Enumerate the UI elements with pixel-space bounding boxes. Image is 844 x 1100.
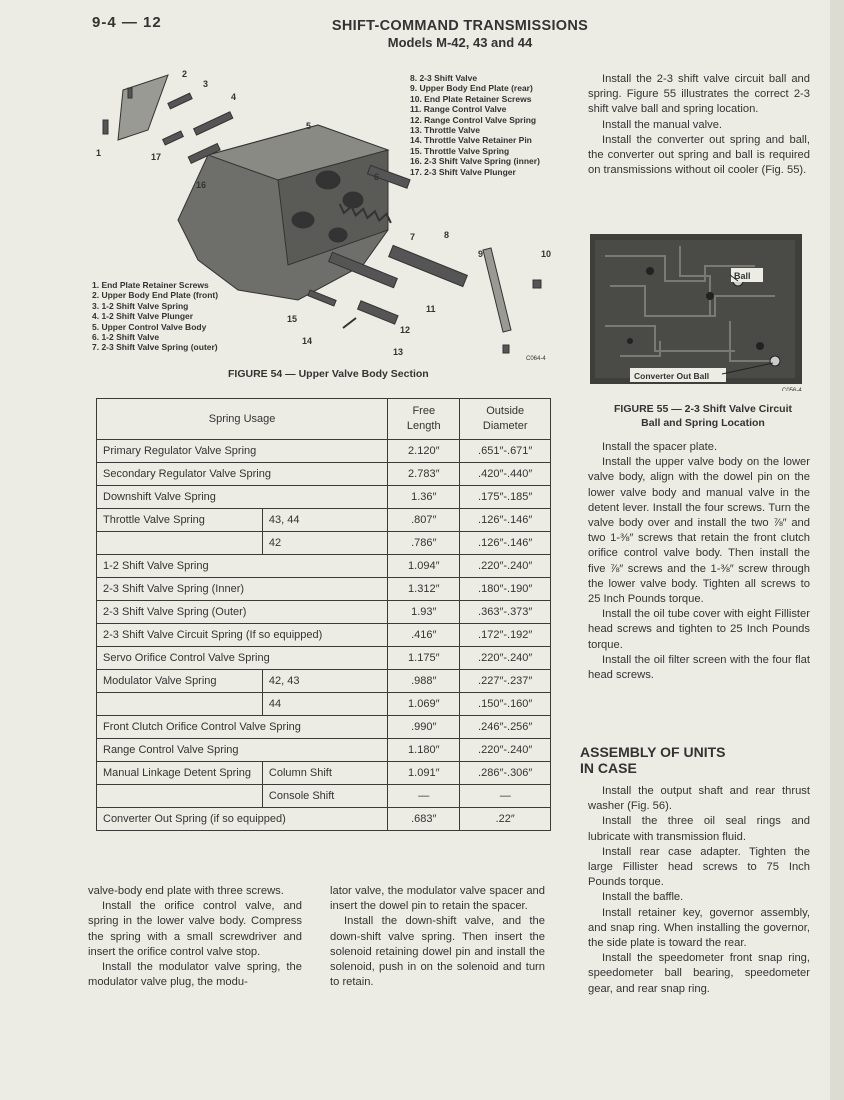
- free-length-cell: .683″: [388, 808, 460, 831]
- heading-line: ASSEMBLY OF UNITS: [580, 744, 726, 760]
- legend-item: 13. Throttle Valve: [410, 125, 480, 136]
- legend-item: 2. Upper Body End Plate (front): [92, 290, 219, 301]
- paragraph: Install the orifice control valve, and spring in the lower valve body. Compress the spring with a small screwdriver and insert the orifice control valve stop.: [88, 900, 302, 958]
- free-length-cell: 1.312″: [388, 578, 460, 601]
- legend-item: 5. Upper Control Valve Body: [92, 321, 207, 332]
- table-row: [97, 532, 551, 555]
- table-row: [97, 670, 551, 693]
- diameter-cell: —: [460, 785, 551, 808]
- header-subtitle: Models M-42, 43 and 44: [387, 35, 533, 50]
- usage-cell: 2-3 Shift Valve Spring (Outer): [97, 601, 388, 624]
- table-row: [97, 509, 551, 532]
- table-header-row: [97, 399, 551, 440]
- diameter-cell: .22″: [460, 808, 551, 831]
- table-row: [97, 785, 551, 808]
- free-length-cell: 2.120″: [388, 440, 460, 463]
- paragraph: Install the down-shift valve, and the down-shift valve spring. Then insert the solenoid retaining dowel pin and install the solenoid, push in on the solenoid and turn to retain.: [330, 915, 545, 989]
- usage-cell: 2-3 Shift Valve Circuit Spring (If so equipped): [97, 624, 388, 647]
- page-edge: [830, 0, 844, 1100]
- usage-cell: Secondary Regulator Valve Spring: [97, 463, 388, 486]
- paragraph: Install the oil tube cover with eight Fillister head screws and tighten to 25 Inch Pounds torque.: [588, 608, 810, 651]
- table-row: [97, 440, 551, 463]
- usage-cell: Modulator Valve Spring: [97, 670, 263, 693]
- right-column-top: [588, 72, 810, 178]
- fig54-callout: 2: [182, 69, 188, 79]
- diameter-cell: .420″-.440″: [460, 463, 551, 486]
- fig54-callout: 5: [306, 121, 312, 131]
- empty-cell: [97, 785, 263, 808]
- legend-item: 8. 2-3 Shift Valve: [410, 73, 478, 83]
- diameter-cell: .150″-.160″: [460, 693, 551, 716]
- legend-item: 6. 1-2 Shift Valve: [92, 332, 160, 343]
- bottom-column-2: [330, 884, 545, 990]
- paragraph: Install the baffle.: [602, 891, 684, 904]
- header-text: Diameter: [482, 420, 528, 432]
- legend-item: 15. Throttle Valve Spring: [410, 145, 510, 156]
- paragraph: valve-body end plate with three screws.: [88, 885, 284, 897]
- diameter-cell: .180″-.190″: [460, 578, 551, 601]
- free-length-cell: 2.783″: [388, 463, 460, 486]
- paragraph: Install the speedometer front snap ring, speedometer ball bearing, speedometer gear, and rear snap ring.: [588, 952, 810, 995]
- usage-cell: Servo Orifice Control Valve Spring: [97, 647, 388, 670]
- diameter-cell: .363″-.373″: [460, 601, 551, 624]
- table-row: [97, 762, 551, 785]
- free-length-cell: 1.091″: [388, 762, 460, 785]
- page-header: [300, 18, 620, 50]
- fig54-callout: 1: [96, 148, 102, 158]
- sub-cell: 43, 44: [262, 509, 387, 532]
- free-length-cell: .807″: [388, 509, 460, 532]
- fig55-code: C056-4: [782, 388, 802, 391]
- legend-item: 7. 2-3 Shift Valve Spring (outer): [92, 342, 218, 353]
- header-free-length: [388, 399, 460, 440]
- section-heading-assembly: [580, 744, 725, 776]
- header-text: Free: [412, 405, 436, 417]
- fig54-callout: 12: [400, 325, 411, 335]
- free-length-cell: 1.069″: [388, 693, 460, 716]
- paragraph: Install the upper valve body on the lower valve body, align with the dowel pin on the lower valve body and manual valve in the detent lever. Install the four screws. Turn the valve body over and install the two ⅞″ and two 1-⅜″ screws that retain the front clutch orifice control valve body. Then install the five ⅞″ screws and the 1-⅜″ screw through the lower valve body. Tighten all screws to 25 Inch Pounds torque.: [588, 456, 810, 606]
- right-column-bottom: [588, 784, 810, 997]
- free-length-cell: 1.094″: [388, 555, 460, 578]
- diameter-cell: .286″-.306″: [460, 762, 551, 785]
- header-title: SHIFT-COMMAND TRANSMISSIONS: [331, 18, 589, 34]
- fig54-legend-right: [410, 73, 540, 177]
- fig55-label-ball: Ball: [734, 271, 751, 281]
- legend-item: 14. Throttle Valve Retainer Pin: [410, 135, 532, 146]
- fig54-callout: 8: [444, 230, 450, 240]
- free-length-cell: 1.93″: [388, 601, 460, 624]
- usage-cell: Manual Linkage Detent Spring: [97, 762, 263, 785]
- table-row: [97, 693, 551, 716]
- figure54-caption: FIGURE 54 — Upper Valve Body Section: [228, 368, 429, 380]
- paragraph: lator valve, the modulator valve spacer and insert the dowel pin to retain the spacer.: [330, 885, 545, 913]
- sub-cell: 42, 43: [262, 670, 387, 693]
- bottom-column-1: [88, 884, 302, 990]
- figure55-valve-body-photo: [590, 226, 808, 391]
- diameter-cell: .246″-.256″: [460, 716, 551, 739]
- usage-cell: Converter Out Spring (if so equipped): [97, 808, 388, 831]
- table-row: [97, 555, 551, 578]
- usage-cell: 2-3 Shift Valve Spring (Inner): [97, 578, 388, 601]
- paragraph: Install the three oil seal rings and lubricate with transmission fluid.: [588, 815, 810, 843]
- fig54-callout: 7: [410, 232, 416, 242]
- usage-cell: Downshift Valve Spring: [97, 486, 388, 509]
- spring-spec-table: [96, 398, 551, 831]
- diameter-cell: .651″-.671″: [460, 440, 551, 463]
- legend-item: 17. 2-3 Shift Valve Plunger: [410, 166, 516, 177]
- table-row: [97, 486, 551, 509]
- fig54-callout: 11: [426, 304, 436, 314]
- table-row: [97, 463, 551, 486]
- diameter-cell: .220″-.240″: [460, 739, 551, 762]
- free-length-cell: .416″: [388, 624, 460, 647]
- empty-cell: [97, 532, 263, 555]
- diameter-cell: .126″-.146″: [460, 509, 551, 532]
- fig54-callout: 16: [196, 180, 207, 190]
- empty-cell: [97, 693, 263, 716]
- fig55-label-converter: Converter Out Ball: [634, 371, 710, 381]
- sub-cell: Column Shift: [262, 762, 387, 785]
- header-text: Length: [406, 420, 441, 432]
- usage-cell: Primary Regulator Valve Spring: [97, 440, 388, 463]
- diameter-cell: .175″-.185″: [460, 486, 551, 509]
- fig54-callout: 13: [393, 347, 404, 357]
- sub-cell: Console Shift: [262, 785, 387, 808]
- usage-cell: Throttle Valve Spring: [97, 509, 263, 532]
- paragraph: Install rear case adapter. Tighten the large Fillister head screws to 75 Inch Pounds torque.: [588, 845, 810, 889]
- table-row: [97, 808, 551, 831]
- heading-line: IN CASE: [580, 760, 637, 776]
- fig54-legend-left: [92, 280, 218, 353]
- free-length-cell: 1.180″: [388, 739, 460, 762]
- fig54-callout: 15: [287, 314, 298, 324]
- fig54-callout: 6: [374, 172, 380, 182]
- paragraph: Install the oil filter screen with the four flat head screws.: [588, 653, 810, 682]
- right-column-middle: [588, 440, 810, 683]
- diameter-cell: .220″-.240″: [460, 647, 551, 670]
- diameter-cell: .220″-.240″: [460, 555, 551, 578]
- fig54-callout: 17: [151, 152, 162, 162]
- free-length-cell: 1.36″: [388, 486, 460, 509]
- table-row: [97, 624, 551, 647]
- paragraph: Install the modulator valve spring, the modulator valve plug, the modu-: [88, 961, 302, 989]
- sub-cell: 42: [262, 532, 387, 555]
- legend-item: 16. 2-3 Shift Valve Spring (inner): [410, 156, 540, 167]
- usage-cell: 1-2 Shift Valve Spring: [97, 555, 388, 578]
- header-spring-usage: Spring Usage: [97, 399, 388, 440]
- page-number: 9-4 — 12: [92, 14, 162, 31]
- legend-item: 12. Range Control Valve Spring: [410, 114, 537, 125]
- fig54-code: C064-4: [526, 356, 546, 360]
- header-text: Outside: [486, 405, 525, 417]
- fig54-callout: 3: [203, 79, 209, 89]
- free-length-cell: .988″: [388, 670, 460, 693]
- fig54-callout: 4: [231, 92, 237, 102]
- table-row: [97, 601, 551, 624]
- fig54-callout: 14: [302, 336, 313, 346]
- legend-item: 4. 1-2 Shift Valve Plunger: [92, 311, 194, 322]
- free-length-cell: .786″: [388, 532, 460, 555]
- paragraph: Install the manual valve.: [602, 118, 723, 131]
- legend-item: 11. Range Control Valve: [410, 104, 507, 115]
- table-row: [97, 647, 551, 670]
- paragraph: Install the 2-3 shift valve circuit ball and spring. Figure 55 illustrates the correct 2-3 shift valve ball and spring location.: [588, 73, 810, 116]
- fig54-callout: 10: [541, 249, 552, 259]
- figure55-caption: [590, 402, 816, 430]
- usage-cell: Front Clutch Orifice Control Valve Spring: [97, 716, 388, 739]
- free-length-cell: 1.175″: [388, 647, 460, 670]
- diameter-cell: .126″-.146″: [460, 532, 551, 555]
- paragraph: Install the output shaft and rear thrust washer (Fig. 56).: [588, 785, 810, 813]
- paragraph: Install retainer key, governor assembly, and snap ring. When installing the governor, the side plate is toward the rear.: [588, 906, 810, 950]
- legend-item: 1. End Plate Retainer Screws: [92, 280, 209, 290]
- legend-item: 3. 1-2 Shift Valve Spring: [92, 300, 189, 311]
- diameter-cell: .227″-.237″: [460, 670, 551, 693]
- table-row: [97, 739, 551, 762]
- paragraph: Install the spacer plate.: [602, 441, 718, 453]
- table-row: [97, 578, 551, 601]
- paragraph: Install the converter out spring and ball, the converter out spring and ball is required on transmissions without oil cooler (Fig. 55).: [588, 133, 810, 177]
- free-length-cell: .990″: [388, 716, 460, 739]
- usage-cell: Range Control Valve Spring: [97, 739, 388, 762]
- diameter-cell: .172″-.192″: [460, 624, 551, 647]
- header-outside-diameter: [460, 399, 551, 440]
- caption-line: FIGURE 55 — 2-3 Shift Valve Circuit: [614, 403, 792, 415]
- free-length-cell: —: [388, 785, 460, 808]
- fig54-callout: 9: [478, 249, 484, 259]
- table-row: [97, 716, 551, 739]
- sub-cell: 44: [262, 693, 387, 716]
- legend-item: 9. Upper Body End Plate (rear): [410, 83, 533, 94]
- legend-item: 10. End Plate Retainer Screws: [410, 93, 532, 104]
- caption-line: Ball and Spring Location: [641, 417, 765, 429]
